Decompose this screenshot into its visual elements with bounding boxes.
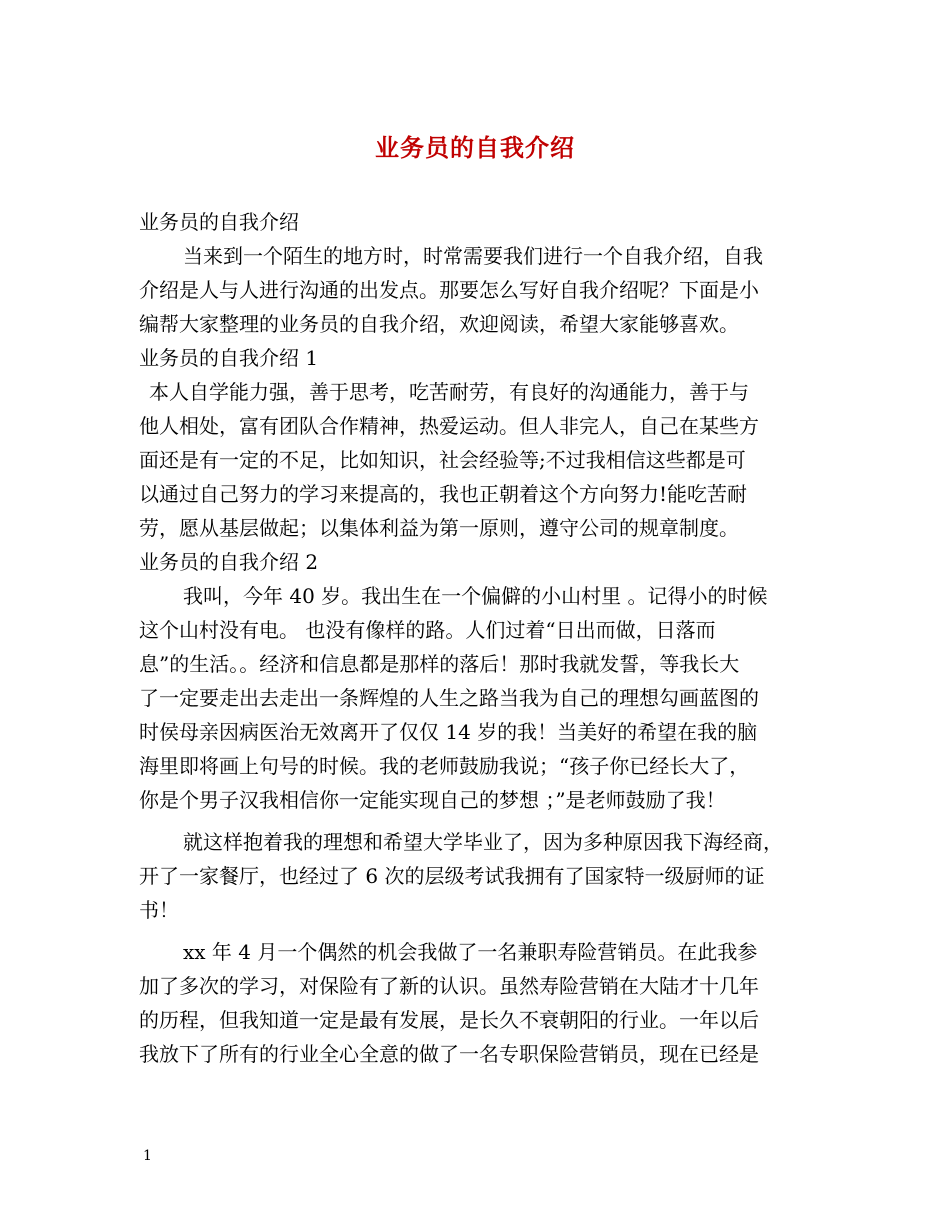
paragraph-line: 息”的生活。。经济和信息都是那样的落后！那时我就发誓，等我长大	[139, 652, 740, 676]
section-heading: 业务员的自我介绍 1	[139, 346, 319, 370]
paragraph-line: 的历程，但我知道一定是最有发展，是长久不衰朝阳的行业。一年以后	[139, 1008, 759, 1032]
paragraph-line: 编帮大家整理的业务员的自我介绍，欢迎阅读，希望大家能够喜欢。	[139, 312, 739, 336]
paragraph-line: 当来到一个陌生的地方时，时常需要我们进行一个自我介绍，自我	[183, 244, 763, 268]
paragraph-line: 我放下了所有的行业全心全意的做了一名专职保险营销员，现在已经是	[139, 1042, 759, 1066]
paragraph-line: 开了一家餐厅，也经过了 6 次的层级考试我拥有了国家特一级厨师的证	[139, 864, 765, 888]
document-body	[139, 205, 819, 1071]
paragraph-line: 加了多次的学习，对保险有了新的认识。虽然寿险营销在大陆才十几年	[139, 974, 759, 998]
paragraph-line: 以通过自己努力的学习来提高的，我也正朝着这个方向努力!能吃苦耐	[139, 482, 748, 506]
paragraph-line: 你是个男子汉我相信你一定能实现自己的梦想 ；”是老师鼓励了我！	[139, 788, 726, 812]
section-heading: 业务员的自我介绍 2	[139, 550, 319, 574]
paragraph-line: 了一定要走出去走出一条辉煌的人生之路当我为自己的理想勾画蓝图的	[139, 686, 759, 710]
paragraph-line: 介绍是人与人进行沟通的出发点。那要怎么写好自我介绍呢？下面是小	[139, 278, 759, 302]
page-number: 1	[143, 1148, 152, 1164]
paragraph-line: 他人相处，富有团队合作精神，热爱运动。但人非完人，自己在某些方	[139, 414, 759, 438]
paragraph-line: 本人自学能力强，善于思考，吃苦耐劳，有良好的沟通能力，善于与	[149, 380, 749, 404]
paragraph-line: 我叫，今年 40 岁。我出生在一个偏僻的小山村里 。记得小的时候	[183, 584, 768, 608]
paragraph-line: 面还是有一定的不足，比如知识，社会经验等;不过我相信这些都是可	[139, 448, 746, 472]
paragraph-line: 这个山村没有电。 也没有像样的路。人们过着“日出而做，日落而	[139, 618, 716, 642]
paragraph-line: 就这样抱着我的理想和希望大学毕业了，因为多种原因我下海经商，	[183, 830, 783, 854]
paragraph-line: 劳，愿从基层做起；以集体利益为第一原则，遵守公司的规章制度。	[139, 516, 739, 540]
document-title: 业务员的自我介绍	[375, 133, 575, 162]
paragraph-line: xx 年 4 月一个偶然的机会我做了一名兼职寿险营销员。在此我参	[183, 940, 758, 964]
section-heading: 业务员的自我介绍	[139, 210, 299, 234]
paragraph-line: 时侯母亲因病医治无效离开了仅仅 14 岁的我！当美好的希望在我的脑	[139, 720, 758, 744]
paragraph-line: 书！	[139, 898, 179, 922]
paragraph-line: 海里即将画上句号的时候。我的老师鼓励我说；“孩子你已经长大了，	[139, 754, 750, 778]
